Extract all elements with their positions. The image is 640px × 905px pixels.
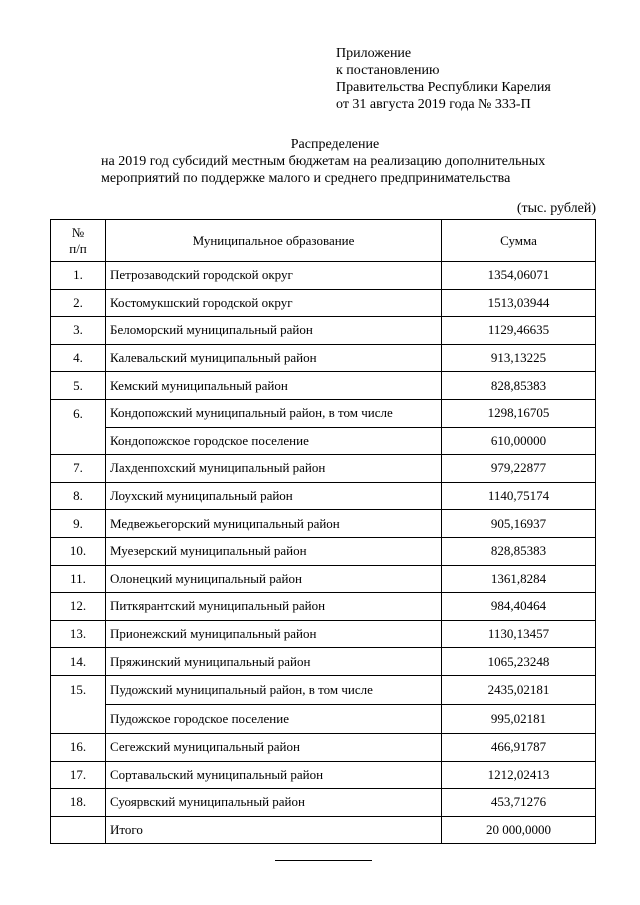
- subsidy-amount: 1065,23248: [442, 648, 596, 676]
- column-header-municipality: Муниципальное образование: [106, 220, 442, 262]
- subsidy-amount: 1354,06071: [442, 262, 596, 290]
- subsidy-amount: 2435,02181: [442, 675, 596, 704]
- row-number: 10.: [51, 537, 106, 565]
- row-number: 11.: [51, 565, 106, 593]
- municipality-name: Пряжинский муниципальный район: [106, 648, 442, 676]
- table-row: [51, 262, 596, 290]
- column-header-number: [51, 220, 106, 262]
- subsidy-amount: 453,71276: [442, 789, 596, 817]
- municipality-name: Беломорский муниципальный район: [106, 317, 442, 345]
- municipality-name: Муезерский муниципальный район: [106, 537, 442, 565]
- row-number: 4.: [51, 344, 106, 372]
- column-header-sum: Сумма: [442, 220, 596, 262]
- row-number: 5.: [51, 372, 106, 400]
- row-number: 6.: [51, 399, 106, 454]
- row-number: 2.: [51, 289, 106, 317]
- table-row: [51, 648, 596, 676]
- subsidy-amount: 1513,03944: [442, 289, 596, 317]
- table-row: [51, 510, 596, 538]
- unit-note: (тыс. рублей): [516, 201, 596, 216]
- row-number: 14.: [51, 648, 106, 676]
- row-number: 9.: [51, 510, 106, 538]
- title-line-1: Распределение: [290, 137, 380, 152]
- row-number: [51, 816, 106, 844]
- table-row: [51, 789, 596, 817]
- row-number: 3.: [51, 317, 106, 345]
- table-row: [51, 482, 596, 510]
- subsidy-amount: 995,02181: [442, 704, 596, 733]
- table-row: [51, 537, 596, 565]
- appendix-line-1: Приложение: [336, 46, 412, 61]
- municipality-name: Прионежский муниципальный район: [106, 620, 442, 648]
- subsidy-amount: 984,40464: [442, 593, 596, 621]
- table-header-row: [51, 220, 596, 262]
- table-row: [51, 593, 596, 621]
- subsidy-amount: 979,22877: [442, 455, 596, 483]
- municipality-name: Кондопожский муниципальный район, в том числе: [106, 399, 442, 427]
- appendix-line-3: Правительства Республики Карелия: [336, 80, 551, 95]
- municipality-name: Медвежьегорский муниципальный район: [106, 510, 442, 538]
- municipality-name: Сегежский муниципальный район: [106, 733, 442, 761]
- row-number: 8.: [51, 482, 106, 510]
- table-row: [51, 372, 596, 400]
- table-row: [51, 704, 596, 733]
- municipality-name: Итого: [106, 816, 442, 844]
- appendix-header: [336, 45, 551, 113]
- table-row: [51, 317, 596, 345]
- subsidy-amount: 1298,16705: [442, 399, 596, 427]
- table-row: [51, 565, 596, 593]
- row-number: 18.: [51, 789, 106, 817]
- municipality-name: Олонецкий муниципальный район: [106, 565, 442, 593]
- subsidy-amount: 610,00000: [442, 427, 596, 455]
- subsidy-amount: 913,13225: [442, 344, 596, 372]
- appendix-line-4: от 31 августа 2019 года № 333-П: [336, 97, 531, 112]
- end-divider: [275, 860, 372, 861]
- municipality-name: Сортавальский муниципальный район: [106, 761, 442, 789]
- subsidy-amount: 828,85383: [442, 372, 596, 400]
- column-header-number-b: п/п: [69, 240, 87, 256]
- municipality-name: Суоярвский муниципальный район: [106, 789, 442, 817]
- title-line-2: на 2019 год субсидий местным бюджетам на реализацию дополнительных: [101, 154, 546, 169]
- subsidy-amount: 1129,46635: [442, 317, 596, 345]
- table-row: [51, 289, 596, 317]
- subsidy-amount: 1130,13457: [442, 620, 596, 648]
- municipality-name: Пудожский муниципальный район, в том числе: [106, 675, 442, 704]
- municipality-name: Питкярантский муниципальный район: [106, 593, 442, 621]
- table-row: [51, 427, 596, 455]
- table-row: [51, 344, 596, 372]
- municipality-name: Лахденпохский муниципальный район: [106, 455, 442, 483]
- subsidy-amount: 905,16937: [442, 510, 596, 538]
- subsidy-amount: 828,85383: [442, 537, 596, 565]
- appendix-line-2: к постановлению: [336, 63, 440, 78]
- subsidy-amount: 466,91787: [442, 733, 596, 761]
- subsidy-amount: 1140,75174: [442, 482, 596, 510]
- row-number: 12.: [51, 593, 106, 621]
- municipality-name: Калевальский муниципальный район: [106, 344, 442, 372]
- subsidy-amount: 1212,02413: [442, 761, 596, 789]
- table-row: [51, 455, 596, 483]
- municipality-name: Кондопожское городское поселение: [106, 427, 442, 455]
- municipality-name: Кемский муниципальный район: [106, 372, 442, 400]
- table-row: [51, 816, 596, 844]
- row-number: 15.: [51, 675, 106, 733]
- municipality-name: Петрозаводский городской округ: [106, 262, 442, 290]
- row-number: 1.: [51, 262, 106, 290]
- table-row: [51, 620, 596, 648]
- title-line-3: мероприятий по поддержке малого и среднего предпринимательства: [101, 171, 511, 186]
- distribution-table: [50, 219, 596, 844]
- row-number: 13.: [51, 620, 106, 648]
- table-row: [51, 733, 596, 761]
- table-row: [51, 761, 596, 789]
- table-row: [51, 675, 596, 704]
- subsidy-amount: 20 000,0000: [442, 816, 596, 844]
- municipality-name: Лоухский муниципальный район: [106, 482, 442, 510]
- municipality-name: Пудожское городское поселение: [106, 704, 442, 733]
- row-number: 7.: [51, 455, 106, 483]
- row-number: 16.: [51, 733, 106, 761]
- subsidy-amount: 1361,8284: [442, 565, 596, 593]
- table-row: [51, 399, 596, 427]
- municipality-name: Костомукшский городской округ: [106, 289, 442, 317]
- row-number: 17.: [51, 761, 106, 789]
- document-title: [0, 136, 640, 187]
- table-body: [51, 262, 596, 844]
- column-header-number-a: №: [71, 224, 85, 240]
